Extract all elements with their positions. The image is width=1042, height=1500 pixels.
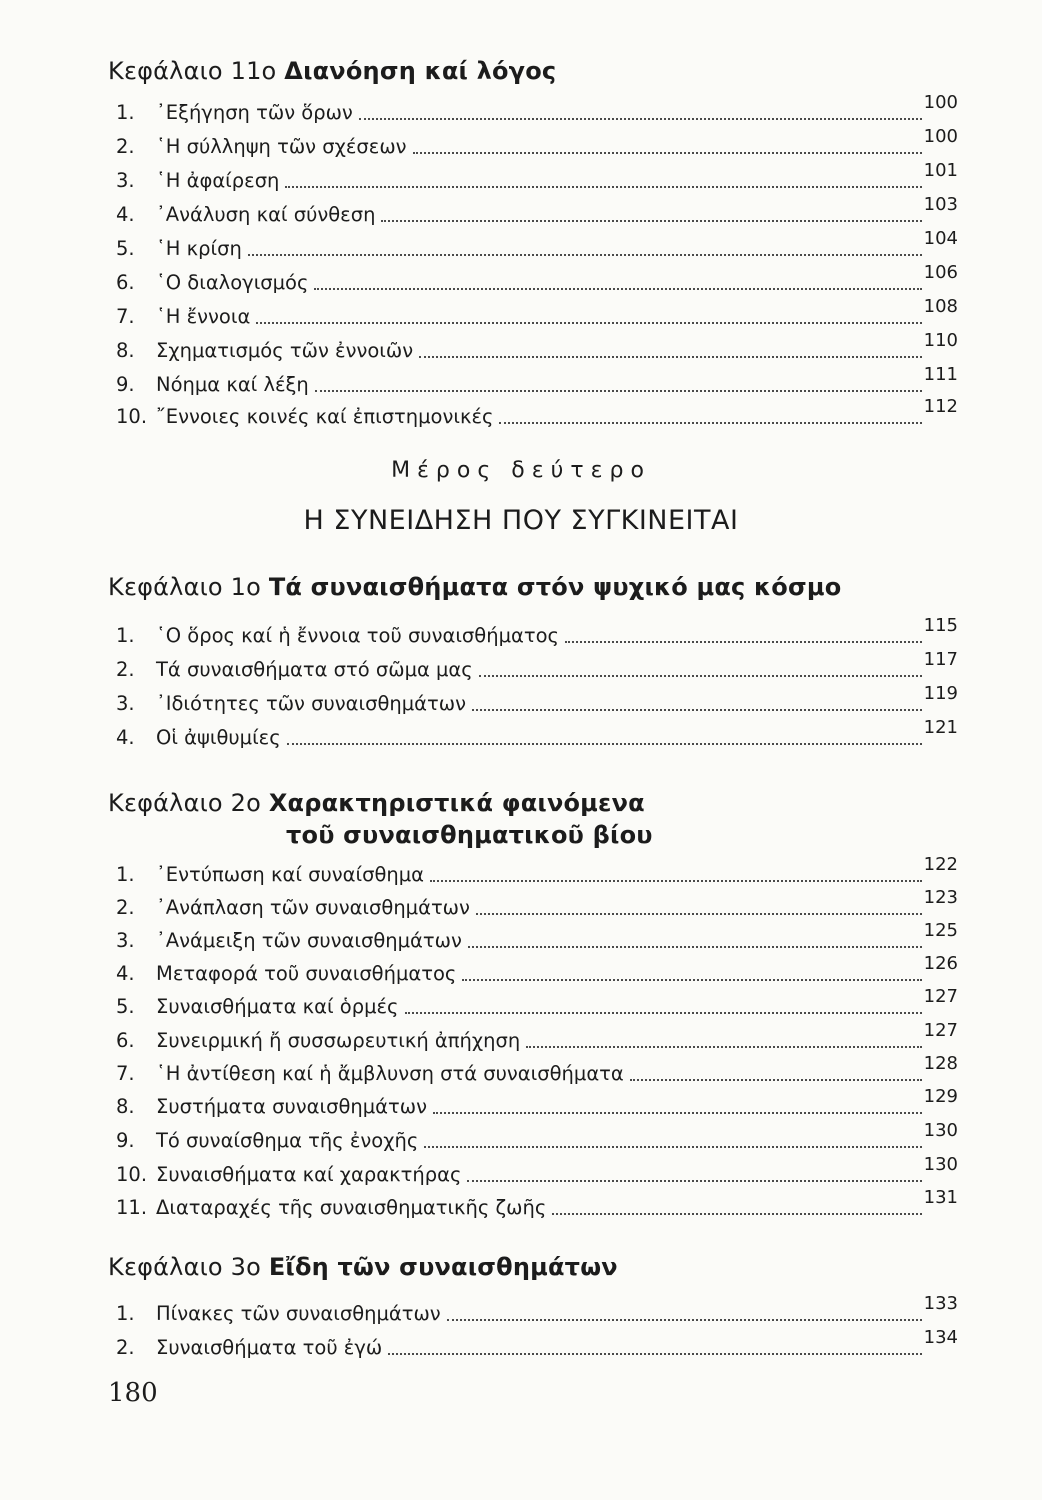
entry-page: 129 [923,1086,958,1107]
entry-page: 100 [923,92,958,113]
entry-title: ῎Εννοιες κοινές καί ἐπιστημονικές [156,405,494,428]
entry-number: 3. [116,929,135,952]
entry-title: ῾Ο διαλογισμός [156,271,309,294]
chapter-heading [108,572,841,602]
entry-page: 115 [923,615,958,636]
entry-number: 6. [116,1029,135,1052]
toc-entry [116,1154,958,1188]
entry-page: 119 [923,683,958,704]
dot-leader [476,913,922,915]
dot-leader [248,254,922,256]
chapter-heading [108,56,556,86]
dot-leader [430,880,922,882]
dot-leader [565,641,922,643]
entry-page: 121 [923,717,958,738]
entry-number: 1. [116,624,135,647]
toc-entry [116,986,958,1020]
entry-title: Οἱ ἀψιθυμίες [156,726,281,749]
entry-number: 8. [116,1095,135,1118]
dot-leader [433,1112,922,1114]
entry-number: 9. [116,373,135,396]
entry-number: 2. [116,896,135,919]
toc-entry [116,1187,958,1221]
dot-leader [468,946,922,948]
entry-page: 130 [923,1120,958,1141]
entry-title: Πίνακες τῶν συναισθημάτων [156,1302,441,1325]
dot-leader [499,422,921,424]
dot-leader [479,675,922,677]
dot-leader [381,220,921,222]
entry-number: 4. [116,203,135,226]
entry-title: Μεταφορά τοῦ συναισθήματος [156,962,457,985]
entry-page: 106 [923,262,958,283]
toc-entry [116,160,958,194]
toc-entry [116,1086,958,1120]
entry-page: 133 [923,1293,958,1314]
entry-number: 1. [116,1302,135,1325]
entry-title: Συναισθήματα καί χαρακτήρας [156,1163,462,1186]
toc-entry [116,1293,958,1327]
toc-entry [116,1020,958,1054]
entry-title: ᾿Ανάμειξη τῶν συναισθημάτων [156,929,462,952]
entry-page: 130 [923,1154,958,1175]
toc-entry [116,262,958,296]
toc-entry [116,92,958,126]
toc-entry [116,126,958,160]
entry-title: ᾿Ανάπλαση τῶν συναισθημάτων [156,896,470,919]
entry-number: 10. [116,405,148,428]
toc-entry [116,717,958,751]
entry-number: 1. [116,863,135,886]
chapter-title: Τά συναισθήματα στόν ψυχικό μας κόσμο [268,573,842,601]
toc-entry [116,1327,958,1361]
entry-number: 4. [116,726,135,749]
chapter-title: Εἴδη τῶν συναισθημάτων [268,1253,618,1281]
entry-page: 131 [923,1187,958,1208]
dot-leader [315,390,922,392]
toc-entry [116,920,958,954]
entry-number: 9. [116,1129,135,1152]
dot-leader [630,1079,922,1081]
entry-title: ᾿Εντύπωση καί συναίσθημα [156,863,425,886]
chapter-prefix: Κεφάλαιο 11ο [108,57,277,85]
toc-entry [116,953,958,987]
entry-title: Τά συναισθήματα στό σῶμα μας [156,658,473,681]
entry-title: ῾Η ἀφαίρεση [156,169,280,192]
page-number: 180 [108,1378,158,1408]
entry-page: 101 [923,160,958,181]
toc-entry [116,615,958,649]
entry-number: 5. [116,237,135,260]
entry-page: 125 [923,920,958,941]
entry-title: Συναισθήματα καί ὁρμές [156,995,399,1018]
entry-number: 11. [116,1196,148,1219]
entry-number: 10. [116,1163,148,1186]
part-label: Μέρος δεύτερο [391,458,651,483]
entry-title: ῾Η ἔννοια [156,305,251,328]
entry-number: 3. [116,692,135,715]
entry-title: ῾Η ἀντίθεση καί ἡ ἄμβλυνση στά συναισθήματα [156,1062,624,1085]
toc-entry [116,854,958,888]
entry-title: Σχηματισμός τῶν ἐννοιῶν [156,339,414,362]
entry-page: 128 [923,1053,958,1074]
entry-title: Διαταραχές τῆς συναισθηματικῆς ζωῆς [156,1196,547,1219]
dot-leader [359,118,922,120]
chapter-prefix: Κεφάλαιο 2ο [108,789,261,817]
entry-number: 3. [116,169,135,192]
dot-leader [287,743,922,745]
dot-leader [285,186,921,188]
dot-leader [413,152,922,154]
entry-title: Συναισθήματα τοῦ ἐγώ [156,1336,383,1359]
toc-entry [116,296,958,330]
toc-entry [116,1120,958,1154]
dot-leader [419,356,922,358]
entry-page: 112 [923,396,958,417]
dot-leader [472,709,922,711]
dot-leader [314,288,921,290]
entry-number: 6. [116,271,135,294]
entry-page: 100 [923,126,958,147]
toc-entry [116,228,958,262]
entry-page: 127 [923,986,958,1007]
chapter-title: Διανόηση καί λόγος [284,57,557,85]
entry-page: 110 [923,330,958,351]
entry-title: ῾Η σύλληψη τῶν σχέσεων [156,135,407,158]
chapter-heading [108,788,653,849]
toc-entry [116,364,958,398]
dot-leader [526,1046,921,1048]
part-title: Η ΣΥΝΕΙΔΗΣΗ ΠΟΥ ΣΥΓΚΙΝΕΙΤΑΙ [303,505,739,536]
dot-leader [256,322,921,324]
toc-entry [116,683,958,717]
dot-leader [467,1180,921,1182]
chapter-title: Χαρακτηριστικά φαινόμενα [268,789,645,817]
entry-page: 134 [923,1327,958,1348]
entry-title: Τό συναίσθημα τῆς ἐνοχῆς [156,1129,419,1152]
entry-number: 4. [116,962,135,985]
entry-title: Συνειρμική ἤ συσσωρευτική ἀπήχηση [156,1029,521,1052]
entry-number: 7. [116,305,135,328]
entry-page: 127 [923,1020,958,1041]
chapter-title-continued: τοῦ συναισθηματικοῦ βίου [286,821,653,849]
entry-page: 108 [923,296,958,317]
entry-number: 2. [116,135,135,158]
toc-entry [116,649,958,683]
entry-title: ᾿Ανάλυση καί σύνθεση [156,203,376,226]
toc-entry [116,887,958,921]
entry-title: ᾿Εξήγηση τῶν ὅρων [156,101,353,124]
entry-number: 1. [116,101,135,124]
dot-leader [388,1353,921,1355]
entry-title: ᾿Ιδιότητες τῶν συναισθημάτων [156,692,467,715]
entry-page: 123 [923,887,958,908]
chapter-heading [108,1252,618,1282]
entry-number: 8. [116,339,135,362]
entry-number: 7. [116,1062,135,1085]
toc-entry [116,194,958,228]
entry-title: Συστήματα συναισθημάτων [156,1095,427,1118]
chapter-prefix: Κεφάλαιο 3ο [108,1253,261,1281]
entry-page: 122 [923,854,958,875]
entry-title: ῾Ο ὅρος καί ἡ ἔννοια τοῦ συναισθήματος [156,624,559,647]
toc-entry [116,1053,958,1087]
entry-page: 104 [923,228,958,249]
entry-title: Νόημα καί λέξη [156,373,309,396]
dot-leader [462,979,921,981]
dot-leader [424,1146,921,1148]
toc-entry [116,330,958,364]
entry-title: ῾Η κρίση [156,237,242,260]
dot-leader [405,1012,922,1014]
entry-number: 2. [116,1336,135,1359]
dot-leader [552,1213,921,1215]
entry-page: 111 [923,364,958,385]
entry-page: 126 [923,953,958,974]
entry-page: 103 [923,194,958,215]
chapter-prefix: Κεφάλαιο 1ο [108,573,261,601]
entry-number: 5. [116,995,135,1018]
entry-number: 2. [116,658,135,681]
dot-leader [447,1319,922,1321]
entry-page: 117 [923,649,958,670]
toc-entry [116,396,958,430]
